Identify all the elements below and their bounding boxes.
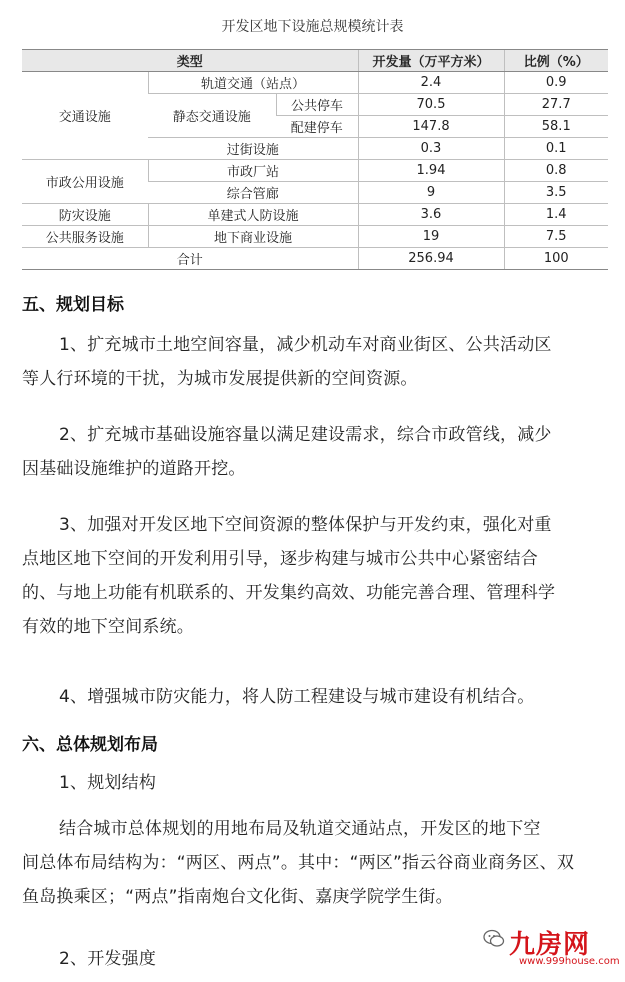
paragraph-line: 3、加强对开发区地下空间资源的整体保护与开发约束，强化对重 bbox=[59, 515, 552, 535]
ratio-cell: 3.5 bbox=[504, 182, 608, 204]
subcategory-cell: 地下商业设施 bbox=[148, 226, 358, 248]
subcategory-cell: 轨道交通（站点） bbox=[148, 72, 358, 94]
paragraph-line: 2、扩充城市基础设施容量以满足建设需求，综合市政管线，减少 bbox=[59, 425, 552, 445]
section-heading: 六、总体规划布局 bbox=[22, 735, 158, 755]
subheading-text: 2、开发强度 bbox=[59, 949, 157, 969]
subcategory-cell: 综合管廊 bbox=[148, 182, 358, 204]
subcategory-cell: 过街设施 bbox=[148, 138, 358, 160]
paragraph-line: 鱼岛换乘区；“两点”指南炮台文化街、嘉庚学院学生街。 bbox=[22, 887, 453, 907]
watermark-brand: 九房网 bbox=[509, 930, 591, 960]
header-type: 类型 bbox=[22, 50, 358, 72]
amount-cell: 0.3 bbox=[358, 138, 504, 160]
paragraph bbox=[22, 680, 606, 714]
total-label: 合计 bbox=[22, 248, 358, 270]
ratio-cell: 27.7 bbox=[504, 94, 608, 116]
paragraph bbox=[22, 418, 606, 486]
total-ratio: 100 bbox=[504, 248, 608, 270]
table-total-row bbox=[22, 248, 608, 270]
item-cell: 配建停车 bbox=[276, 116, 358, 138]
subheading bbox=[22, 766, 606, 800]
ratio-cell: 7.5 bbox=[504, 226, 608, 248]
table-row bbox=[22, 72, 608, 94]
section-heading: 五、规划目标 bbox=[22, 295, 124, 315]
category-cell: 市政公用设施 bbox=[22, 160, 148, 204]
watermark bbox=[483, 924, 620, 972]
table-row bbox=[22, 226, 608, 248]
paragraph-line: 因基础设施维护的道路开挖。 bbox=[22, 459, 246, 479]
table-row bbox=[22, 160, 608, 182]
table-title: 开发区地下设施总规模统计表 bbox=[221, 19, 404, 35]
category-cell: 防灾设施 bbox=[22, 204, 148, 226]
total-amount: 256.94 bbox=[358, 248, 504, 270]
table-header-row bbox=[22, 50, 608, 72]
paragraph bbox=[22, 508, 606, 644]
amount-cell: 147.8 bbox=[358, 116, 504, 138]
ratio-cell: 0.9 bbox=[504, 72, 608, 94]
paragraph-line: 等人行环境的干扰，为城市发展提供新的空间资源。 bbox=[22, 369, 418, 389]
amount-cell: 19 bbox=[358, 226, 504, 248]
ratio-cell: 58.1 bbox=[504, 116, 608, 138]
ratio-cell: 1.4 bbox=[504, 204, 608, 226]
paragraph-line: 的、与地上功能有机联系的、开发集约高效、功能完善合理、管理科学 bbox=[22, 583, 556, 603]
header-ratio: 比例（%） bbox=[504, 50, 608, 72]
paragraph bbox=[22, 328, 606, 396]
subheading-text: 1、规划结构 bbox=[59, 773, 157, 793]
category-cell: 公共服务设施 bbox=[22, 226, 148, 248]
paragraph-line: 结合城市总体规划的用地布局及轨道交通站点，开发区的地下空 bbox=[59, 819, 541, 839]
header-amount: 开发量（万平方米） bbox=[358, 50, 504, 72]
statistics-table bbox=[22, 49, 608, 270]
subcategory-cell: 静态交通设施 bbox=[148, 94, 276, 138]
paragraph-line: 1、扩充城市土地空间容量，减少机动车对商业街区、公共活动区 bbox=[59, 335, 552, 355]
paragraph bbox=[22, 812, 606, 914]
ratio-cell: 0.8 bbox=[504, 160, 608, 182]
paragraph-line: 有效的地下空间系统。 bbox=[22, 617, 194, 637]
paragraph-line: 间总体布局结构为：“两区、两点”。其中：“两区”指云谷商业商务区、双 bbox=[22, 853, 575, 873]
subcategory-cell: 市政厂站 bbox=[148, 160, 358, 182]
amount-cell: 2.4 bbox=[358, 72, 504, 94]
table-row bbox=[22, 204, 608, 226]
amount-cell: 3.6 bbox=[358, 204, 504, 226]
category-cell: 交通设施 bbox=[22, 72, 148, 160]
watermark-url: www.999house.com bbox=[519, 956, 620, 967]
subcategory-cell: 单建式人防设施 bbox=[148, 204, 358, 226]
paragraph-line: 点地区地下空间的开发利用引导，逐步构建与城市公共中心紧密结合 bbox=[22, 549, 538, 569]
amount-cell: 9 bbox=[358, 182, 504, 204]
amount-cell: 1.94 bbox=[358, 160, 504, 182]
paragraph-line: 4、增强城市防灾能力，将人防工程建设与城市建设有机结合。 bbox=[59, 687, 535, 707]
ratio-cell: 0.1 bbox=[504, 138, 608, 160]
wechat-icon bbox=[483, 928, 505, 950]
amount-cell: 70.5 bbox=[358, 94, 504, 116]
item-cell: 公共停车 bbox=[276, 94, 358, 116]
